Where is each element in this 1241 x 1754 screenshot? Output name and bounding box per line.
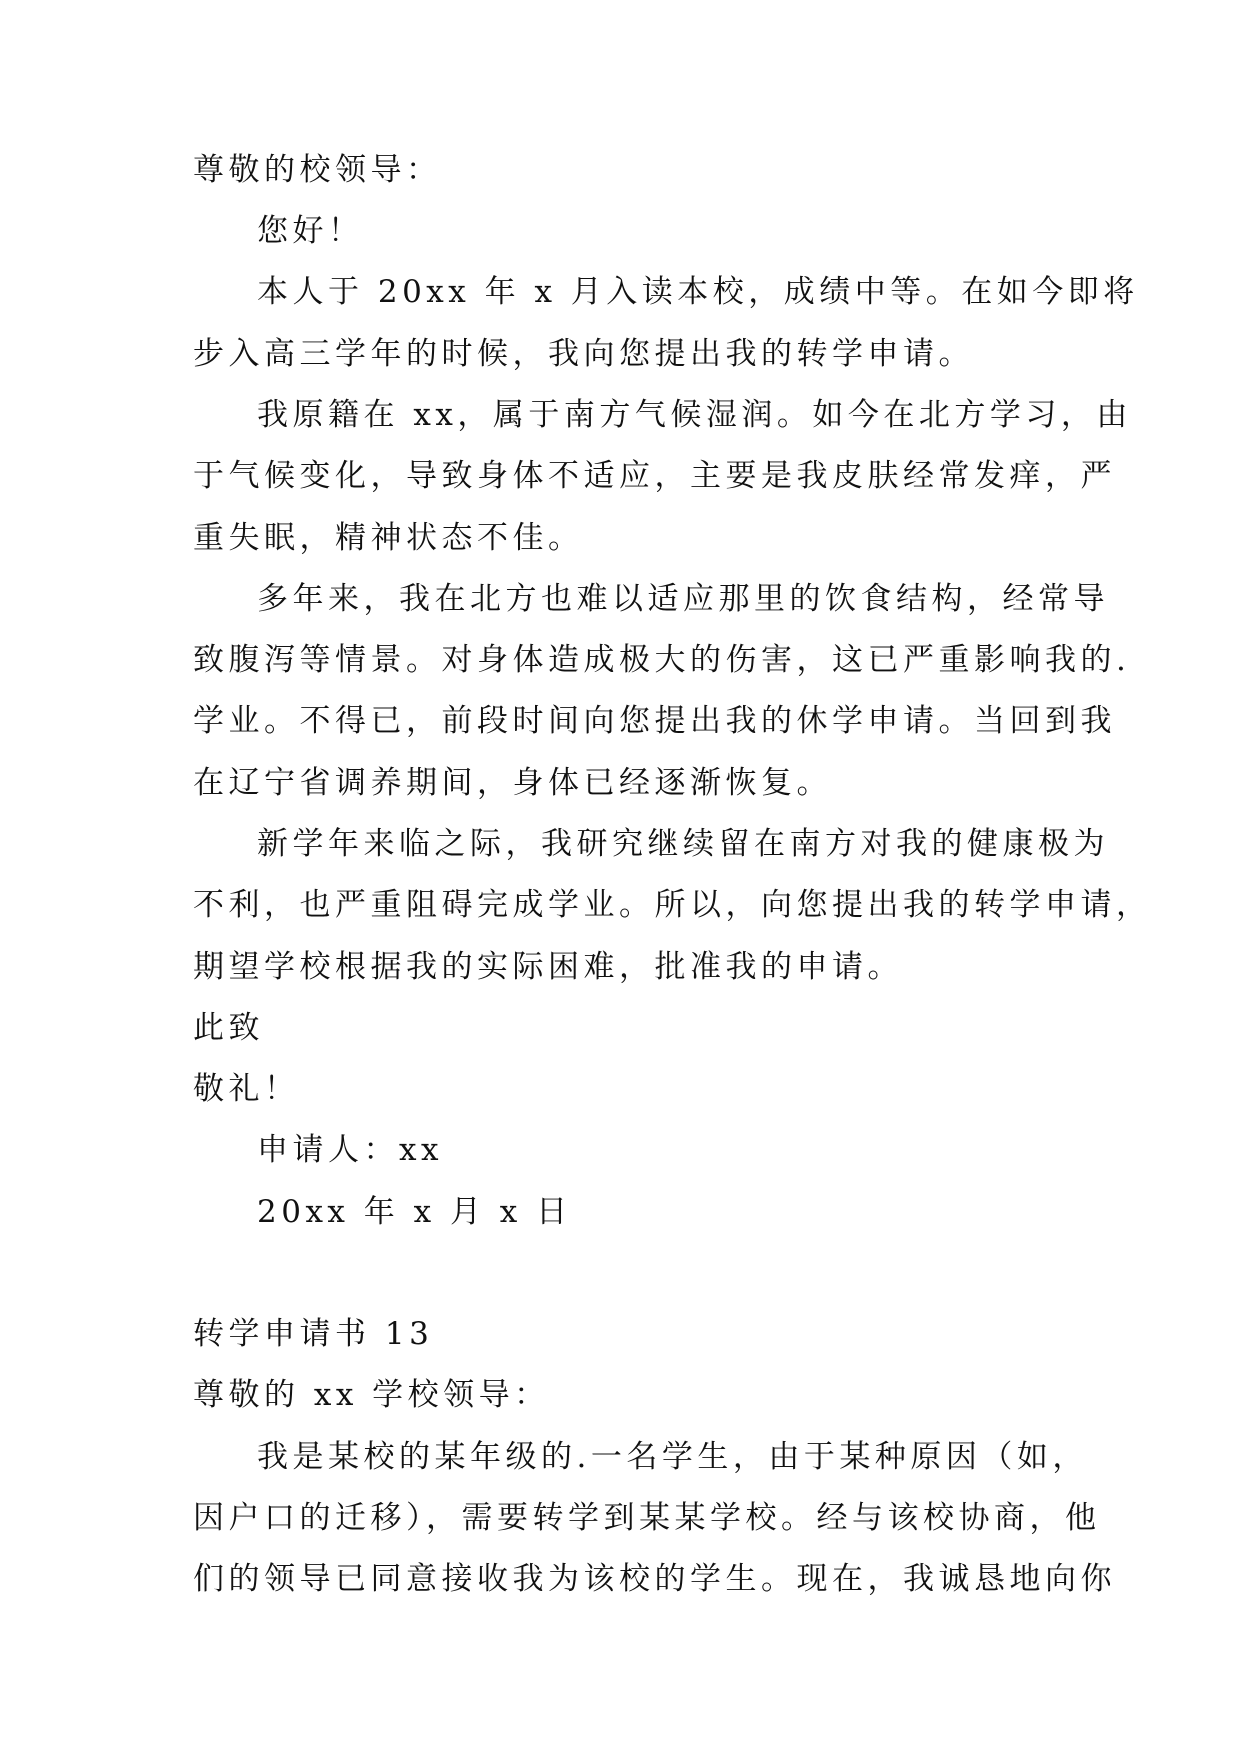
closing-line: 敬礼！ <box>193 1071 300 1107</box>
paragraph-line: 重失眠，精神状态不佳。 <box>193 520 584 556</box>
paragraph-line: 们的领导已同意接收我为该校的学生。现在，我诚恳地向你 <box>193 1561 1116 1597</box>
paragraph-line: 学业。不得已，前段时间向您提出我的休学申请。当回到我 <box>193 703 1116 739</box>
paragraph-line: 本人于 20xx 年 x 月入读本校，成绩中等。在如今即将 <box>257 274 1139 310</box>
letter-date: 20xx 年 x 月 x 日 <box>257 1194 572 1230</box>
paragraph-line: 新学年来临之际，我研究继续留在南方对我的健康极为 <box>257 826 1109 862</box>
paragraph-line: 在辽宁省调养期间，身体已经逐渐恢复。 <box>193 765 832 801</box>
paragraph-line: 步入高三学年的时候，我向您提出我的转学申请。 <box>193 336 974 372</box>
paragraph-line: 我是某校的某年级的.一名学生，由于某种原因（如， <box>257 1439 1088 1475</box>
paragraph-line: 因户口的迁移），需要转学到某某学校。经与该校协商，他 <box>193 1500 1101 1536</box>
paragraph-line: 不利，也严重阻碍完成学业。所以，向您提出我的转学申请， <box>193 887 1152 923</box>
closing-line: 此致 <box>193 1010 264 1046</box>
applicant-signature: 申请人：xx <box>257 1132 443 1168</box>
greeting: 您好！ <box>257 213 364 249</box>
salutation: 尊敬的 xx 学校领导： <box>193 1377 550 1413</box>
section-heading: 转学申请书 13 <box>193 1316 434 1352</box>
paragraph-line: 于气候变化，导致身体不适应，主要是我皮肤经常发痒，严 <box>193 458 1116 494</box>
salutation: 尊敬的校领导： <box>193 152 442 188</box>
paragraph-line: 期望学校根据我的实际困难，批准我的申请。 <box>193 949 903 985</box>
paragraph-line: 致腹泻等情景。对身体造成极大的伤害，这已严重影响我的. <box>193 642 1131 678</box>
paragraph-line: 多年来，我在北方也难以适应那里的饮食结构，经常导 <box>257 581 1109 617</box>
paragraph-line: 我原籍在 xx，属于南方气候湿润。如今在北方学习，由 <box>257 397 1132 433</box>
